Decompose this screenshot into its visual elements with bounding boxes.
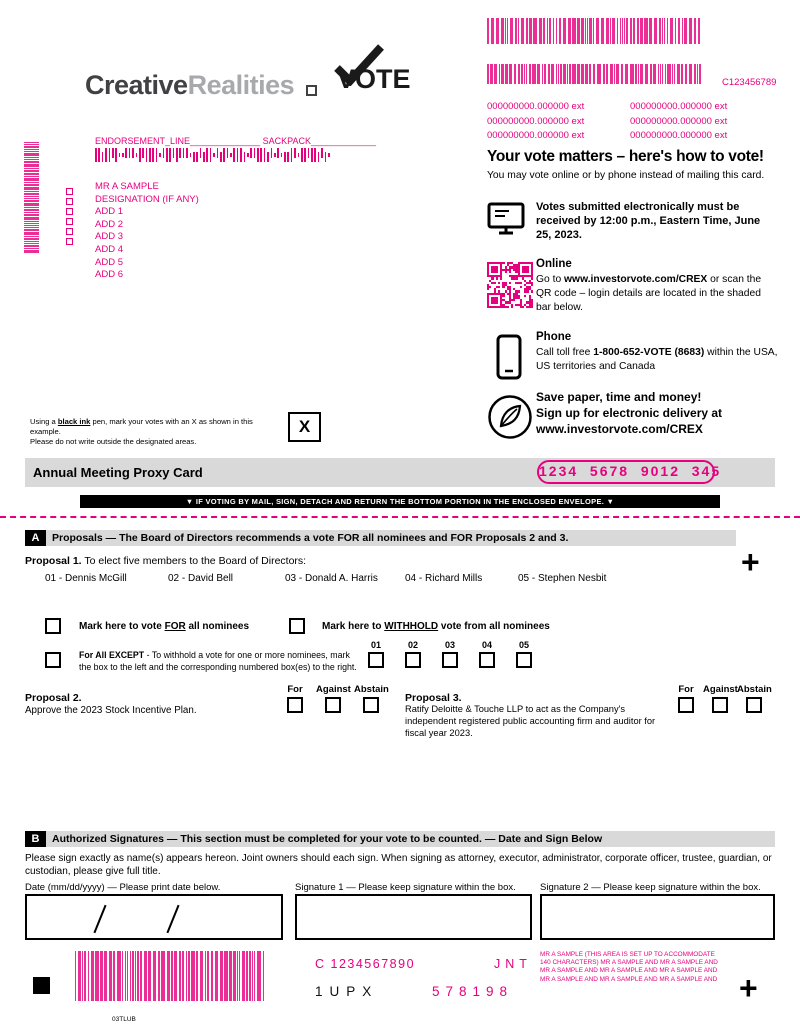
except-box-04[interactable] [479, 652, 495, 668]
ext-number: 000000000.000000 ext [487, 101, 585, 112]
save-paper-line1: Save paper, time and money! [536, 390, 702, 404]
vote-check-icon [331, 42, 385, 86]
p3-for-header: For [678, 684, 694, 695]
mark-example-box [288, 412, 321, 442]
nominee-03: 03 - Donald A. Harris [285, 573, 378, 584]
electronic-deadline-note: Votes submitted electronically must be received by 12:00 p.m., Eastern Time, June 25, 2023. [536, 201, 761, 241]
ext-number-grid [487, 101, 787, 141]
qr-code [487, 262, 533, 308]
section-b-header: Authorized Signatures — This section must be completed for your vote to be counted. — Date and Sign Below [46, 831, 775, 847]
p3-abstain-header: Abstain [737, 684, 772, 695]
section-a-label: A [25, 530, 46, 546]
address-line: ADD 1 [95, 206, 123, 218]
nominee-01: 01 - Dennis McGill [45, 573, 127, 584]
account-number-oval: 1234 5678 9012 345 [537, 460, 715, 484]
logo-creative: Creative [85, 70, 188, 100]
vote-logo-text: VOTE [337, 64, 411, 94]
computer-icon [487, 202, 525, 236]
date-separator [166, 905, 179, 934]
date-separator [93, 905, 106, 934]
proposal3-text: Ratify Deloitte & Touche LLP to act as the Company's independent registered public accounting firm and auditor for fiscal year 2023. [405, 704, 656, 738]
section-b-label: B [25, 831, 46, 847]
proposal2-for-checkbox[interactable] [287, 697, 303, 713]
vote-for-all-checkbox[interactable] [45, 618, 61, 634]
online-title: Online [536, 258, 572, 270]
online-instructions: Go to www.investorvote.com/CREX or scan the QR code – login details are located in the shaded bar below. [536, 274, 762, 313]
nominee-number-03: 03 [444, 640, 455, 650]
proposal2-against-checkbox[interactable] [325, 697, 341, 713]
signature1-box[interactable] [295, 894, 532, 940]
phone-number: 1-800-652-VOTE (8683) [593, 347, 705, 358]
proposal2-abstain-checkbox[interactable] [363, 697, 379, 713]
vote-matters-subheadline: You may vote online or by phone instead of mailing this card. [487, 170, 765, 181]
vote-for-all-label: Mark here to vote FOR all nominees [79, 621, 250, 632]
address-line: ADD 5 [95, 256, 123, 268]
footer-form-code: 1UPX [315, 984, 379, 999]
nominee-04: 04 - Richard Mills [405, 573, 483, 584]
proposal3-abstain-checkbox[interactable] [746, 697, 762, 713]
nominee-02: 02 - David Bell [168, 573, 234, 584]
section-a-header: Proposals — The Board of Directors recommends a vote FOR all nominees and FOR Proposals 2 and 3. [46, 530, 736, 546]
p2-abstain-header: Abstain [354, 684, 389, 695]
footer-type-code: JNT [494, 957, 532, 971]
addressee-block [95, 182, 199, 283]
scan-barcode-top [487, 18, 701, 44]
address-line: ADD 4 [95, 243, 123, 255]
control-number: C123456789 [722, 77, 777, 88]
p2-against-header: Against [316, 684, 351, 695]
signature2-box[interactable] [540, 894, 775, 940]
save-paper-url: www.investorvote.com/CREX [536, 422, 703, 436]
proposal3-label: Proposal 3. [405, 692, 462, 704]
intelligent-mail-barcode [95, 148, 331, 162]
footer-barcode [75, 951, 301, 1001]
phone-instructions: Call toll free 1-800-652-VOTE (8683) within the USA, US territories and Canada [536, 347, 778, 372]
address-line: MR A SAMPLE [95, 181, 159, 192]
p3-against-header: Against [703, 684, 738, 695]
registration-plus-bottom: + [739, 970, 758, 1006]
phone-title: Phone [536, 331, 572, 343]
footer-sequence-number: 578198 [432, 984, 514, 999]
for-all-except-checkbox[interactable] [45, 652, 61, 668]
ext-number: 000000000.000000 ext [630, 130, 728, 141]
logo-realities: Realities [187, 70, 295, 100]
nominee-number-05: 05 [518, 640, 529, 650]
vote-matters-headline: Your vote matters – here's how to vote! [487, 148, 764, 165]
date-input-box[interactable] [25, 894, 283, 940]
proposal1-label: Proposal 1. [25, 555, 82, 567]
date-label: Date (mm/dd/yyyy) — Please print date below. [25, 882, 221, 893]
except-box-05[interactable] [516, 652, 532, 668]
phone-icon [496, 334, 522, 380]
vertical-barcode [24, 142, 39, 260]
endorsement-line: ENDORSEMENT_LINE______________ SACKPACK_____________ [95, 136, 377, 146]
nominee-number-04: 04 [481, 640, 492, 650]
sample-name-area: MR A SAMPLE (THIS AREA IS SET UP TO ACCOMMODATE 140 CHARACTERS) MR A SAMPLE AND MR A SAMPLE AND MR A SAMPLE AND MR A SAMPLE AND MR A SAMPLE AND MR A SAMPLE AND MR A SAMPLE AND MR A SAMPLE AND [540, 951, 718, 983]
proxy-card-title: Annual Meeting Proxy Card [33, 465, 203, 480]
ext-number: 000000000.000000 ext [630, 115, 728, 127]
nominee-number-01: 01 [370, 640, 381, 650]
proposal2-label: Proposal 2. [25, 692, 82, 704]
nominee-05: 05 - Stephen Nesbit [518, 573, 607, 584]
withhold-all-checkbox[interactable] [289, 618, 305, 634]
address-line: ADD 2 [95, 218, 123, 230]
calibration-marks [66, 188, 73, 248]
proposal1-text: To elect five members to the Board of Directors: [84, 555, 307, 567]
example-x-mark: X [298, 417, 311, 436]
signature1-label: Signature 1 — Please keep signature within the box. [295, 882, 516, 893]
marking-instructions: Using a black ink pen, mark your votes with an X as shown in this example. Please do not write outside the designated areas. [30, 417, 253, 446]
except-box-03[interactable] [442, 652, 458, 668]
proposal2-text: Approve the 2023 Stock Incentive Plan. [25, 705, 197, 716]
except-box-01[interactable] [368, 652, 384, 668]
creative-realities-logo [85, 70, 294, 101]
proposal3-against-checkbox[interactable] [712, 697, 728, 713]
ext-number: 000000000.000000 ext [630, 101, 728, 112]
for-all-except-label: For All EXCEPT - To withhold a vote for one or more nominees, mark the box to the left and the corresponding numbered box(es) to the right. [79, 650, 357, 672]
scan-barcode-account [487, 64, 711, 84]
proxy-card-bar [25, 458, 775, 487]
address-line: ADD 6 [95, 269, 123, 281]
logo-square-mark [306, 85, 317, 96]
footer-control-number: C 1234567890 [315, 957, 416, 971]
signature-instructions: Please sign exactly as name(s) appears hereon. Joint owners should each sign. When signing as attorney, executor, administrator, corporate officer, trustee, guardian, or custodian, please give full title. [25, 853, 772, 877]
ext-number: 000000000.000000 ext [487, 130, 585, 141]
except-box-02[interactable] [405, 652, 421, 668]
address-line: ADD 3 [95, 231, 123, 243]
address-line: DESIGNATION (IF ANY) [95, 193, 199, 205]
leaf-icon [487, 394, 533, 440]
withhold-all-label: Mark here to WITHHOLD vote from all nominees [322, 621, 550, 632]
online-url: www.investorvote.com/CREX [564, 274, 708, 285]
proposal1-line [25, 555, 306, 567]
p2-for-header: For [287, 684, 303, 695]
save-paper-line2: Sign up for electronic delivery at [536, 406, 723, 420]
document-code: 03TLUB [112, 1016, 136, 1023]
proposal3-for-checkbox[interactable] [678, 697, 694, 713]
ext-number: 000000000.000000 ext [487, 115, 585, 127]
registration-square [33, 977, 50, 994]
signature2-label: Signature 2 — Please keep signature within the box. [540, 882, 761, 893]
nominee-number-02: 02 [407, 640, 418, 650]
registration-plus-top: + [741, 544, 760, 580]
detach-notice-bar: ▼ IF VOTING BY MAIL, SIGN, DETACH AND RETURN THE BOTTOM PORTION IN THE ENCLOSED ENVELOPE. ▼ [80, 495, 720, 508]
perforation-line [0, 516, 800, 518]
black-ink-emphasis: black ink [57, 417, 91, 426]
